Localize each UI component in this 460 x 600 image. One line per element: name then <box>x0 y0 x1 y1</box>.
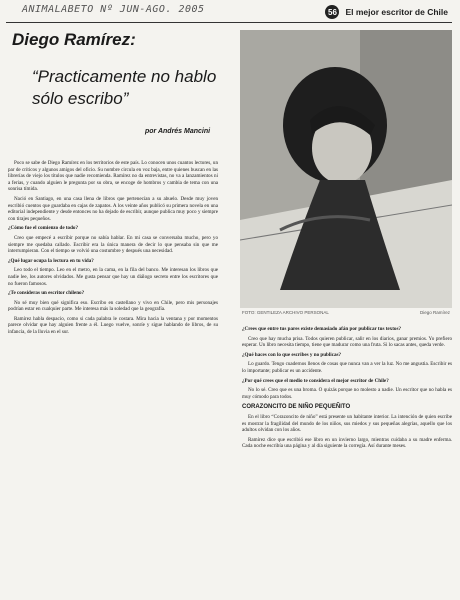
page-number: 56 <box>325 5 339 19</box>
paragraph: No lo sé. Creo que es una broma. O quizás porque no molesto a nadie. Un escritor que no habla es muy cómodo para todos. <box>242 387 452 400</box>
header-rule <box>6 22 452 23</box>
interview-question: ¿Qué lugar ocupa la lectura en tu vida? <box>8 257 94 264</box>
subheading: CORAZONCITO DE NIÑO PEQUEÑITO <box>242 404 351 411</box>
paragraph: En el libro “Corazoncito de niño” está presente un habitante interior. La intención de quien escribe es mostrar la fragilidad del mundo de los niños, sus miedos y sus pequeñas alegrías, aquello que los adultos olvidan con los años. <box>242 413 452 434</box>
interview-question: ¿Cómo fue el comienzo de todo? <box>8 225 79 232</box>
article-author: Diego Ramírez: <box>12 30 136 49</box>
article-body-right <box>242 326 452 594</box>
paragraph: Creo que empecé a escribir porque no sabía hablar. En mi casa se conversaba mucho, pero yo siempre me quedaba callado. Escribir era la única manera de decir lo que pensaba sin que me interrumpieran. Con el tiempo se volvió una costumbre y después una necesidad. <box>8 234 218 255</box>
paragraph: Leo todo el tiempo. Leo en el metro, en la cama, en la fila del banco. Me interesan los libros que nadie lee, los autores olvidados. Me gusta pensar que hay un diálogo secreto entre los escritores que no fueron famosos. <box>8 267 218 287</box>
paragraph: No sé muy bien qué significa eso. Escribo en castellano y vivo en Chile, pero mis personajes podrían estar en cualquier parte. Me interesa más la soledad que la geografía. <box>8 299 218 313</box>
paragraph: Ramírez habla despacio, como si cada palabra le costara. Mira hacia la ventana y por momentos parece olvidar que hay alguien frente a él. Luego vuelve, sonríe y sigue hablando de libros, de su infancia, de la lluvia en el sur. <box>8 315 218 336</box>
article-headline: “Practicamente no hablo sólo escribo” <box>32 67 217 108</box>
interview-question: ¿Crees que entre tus pares existe demasiado afán por publicar tus textos? <box>242 326 401 332</box>
interview-question: ¿Te consideras un escritor chileno? <box>8 290 85 297</box>
paragraph: Creo que hay mucha prisa. Todos quieren publicar, salir en los diarios, ganar premios. Yo prefiero esperar. Un libro necesita tiempo, tiene que madurar como una fruta. Si lo sacas antes, queda verde. <box>242 335 452 349</box>
article-byline: por Andrés Mancini <box>145 128 211 135</box>
handwritten-note: ANIMALABETO Nº JUN-AGO. 2005 <box>22 4 205 15</box>
photo-credit: FOTO: GENTILEZA ARCHIVO PERSONAL <box>242 310 329 315</box>
interview-question: ¿Qué haces con lo que escribes y no publicas? <box>242 351 342 358</box>
paragraph: Lo guardo. Tengo cuadernos llenos de cosas que nunca van a ver la luz. No me angustia. Escribir es lo importante; publicar es un accidente. <box>242 361 452 374</box>
paragraph: Nació en Santiago, en una casa llena de libros que pertenecían a su abuelo. Desde muy joven escribió cuentos que guardaba en cajas de zapatos. A los veinte años publicó su primera novela en una editorial independiente y desde entonces no ha dejado de escribir, aunque publica muy poco y siempre con tirajes pequeños. <box>8 195 218 222</box>
photo-caption: Diego Ramírez <box>419 310 450 315</box>
masthead <box>325 5 448 19</box>
paragraph: Ramírez dice que escribió ese libro en un invierno largo, mientras cuidaba a su madre enferma. Cada noche escribía una página y al día siguiente la corregía. Así durante meses. <box>242 436 452 450</box>
article-body-left <box>8 160 218 592</box>
section-title: El mejor escritor de Chile <box>345 7 448 17</box>
author-photo <box>240 30 452 308</box>
interview-question: ¿Por qué crees que el medio te considera el mejor escritor de Chile? <box>242 377 389 384</box>
paragraph: Poco se sabe de Diego Ramírez en los territorios de este país. Lo conocen unos cuantos lectores, un par de críticos y algunos amigos del oficio. Su nombre circula en voz baja, entre quienes buscan en las librerías de viejo los títulos que nadie recomienda. Ramírez no da entrevistas, no va a lanzamientos ni a ferias, y cuando alguien le pregunta por su obra, se encoge de hombros y cambia de tema con una sonrisa tímida. <box>8 160 218 193</box>
